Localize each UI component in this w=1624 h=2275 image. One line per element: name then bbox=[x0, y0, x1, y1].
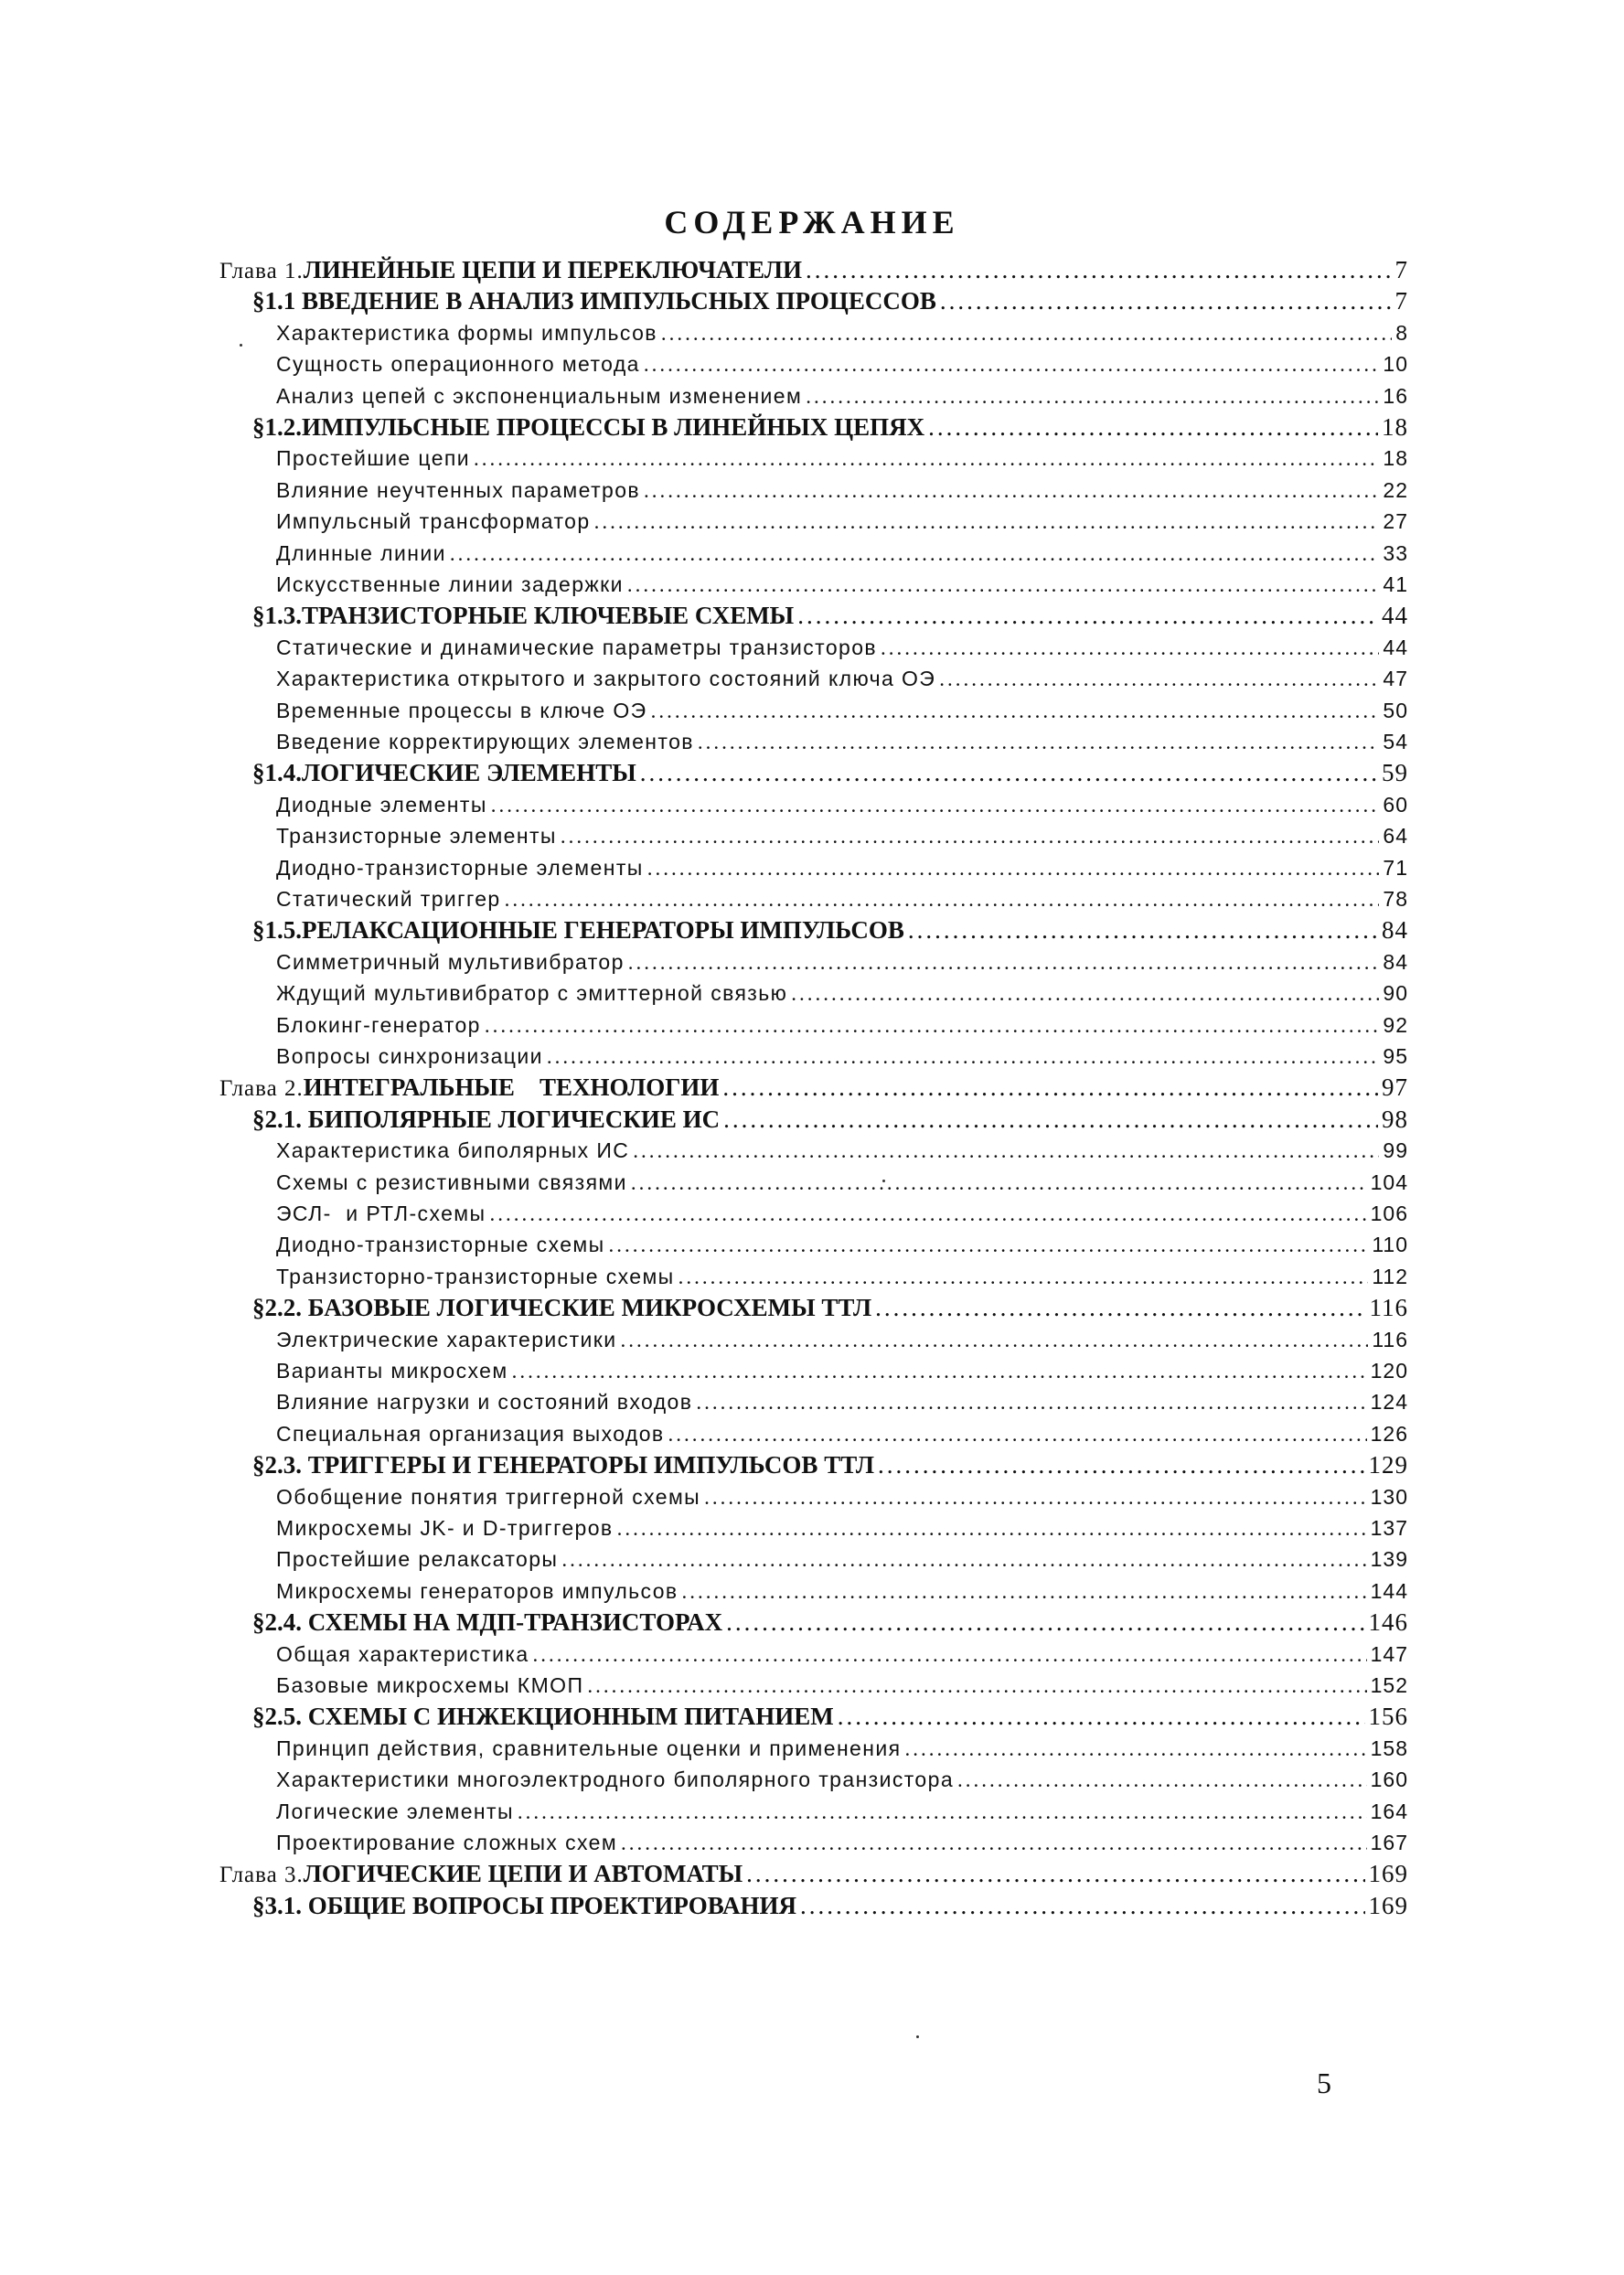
dot-leader bbox=[722, 1072, 1378, 1103]
dot-leader bbox=[640, 757, 1378, 788]
toc-sub-row bbox=[276, 632, 1408, 663]
toc-entry-title bbox=[219, 254, 802, 285]
toc-entry-text: §2.4. СХЕМЫ НА МДП-ТРАНЗИСТОРАХ bbox=[252, 1608, 723, 1637]
dot-leader bbox=[800, 1890, 1364, 1921]
toc-entry-text: Введение корректирующих элементов bbox=[276, 730, 694, 753]
toc-page-number: 50 bbox=[1383, 698, 1408, 722]
toc-section-row bbox=[252, 411, 1408, 443]
toc-section-row bbox=[252, 1607, 1408, 1638]
toc-entry-title bbox=[276, 475, 640, 506]
toc-page-number: 54 bbox=[1383, 730, 1408, 753]
toc-entry-text: Статические и динамические параметры транзисторов bbox=[276, 635, 878, 659]
toc-page-number: 27 bbox=[1383, 509, 1408, 534]
toc-page-number: 130 bbox=[1370, 1484, 1408, 1509]
toc-entry-text: §2.5. СХЕМЫ С ИНЖЕКЦИОННЫМ ПИТАНИЕМ bbox=[252, 1703, 834, 1731]
dot-leader bbox=[651, 696, 1380, 726]
toc-page-number: 8 bbox=[1395, 320, 1408, 345]
toc-entry-text: Анализ цепей с экспоненциальным изменением bbox=[276, 383, 803, 408]
toc-page-number: 60 bbox=[1383, 792, 1408, 817]
toc-entry-title bbox=[276, 1386, 692, 1417]
toc-sub-row bbox=[276, 883, 1408, 914]
dot-leader bbox=[696, 1387, 1366, 1417]
toc-entry-title bbox=[276, 443, 470, 474]
toc-page-number: 129 bbox=[1368, 1451, 1408, 1479]
toc-entry-text: Общая характеристика bbox=[276, 1641, 529, 1666]
dot-leader bbox=[621, 1828, 1367, 1858]
toc-entry-text: Импульсный трансформатор bbox=[276, 509, 591, 534]
toc-page-number: 22 bbox=[1383, 477, 1408, 502]
toc-entry-title bbox=[276, 1167, 627, 1198]
dot-leader bbox=[485, 1010, 1380, 1041]
dot-leader bbox=[450, 539, 1380, 569]
toc-sub-row bbox=[276, 789, 1408, 820]
toc-sub-row bbox=[276, 1575, 1408, 1607]
toc-section-row bbox=[252, 1890, 1408, 1921]
toc-page-number: 112 bbox=[1372, 1264, 1408, 1288]
toc-sub-row bbox=[276, 1764, 1408, 1795]
toc-entry-text: Диодно-транзисторные элементы bbox=[276, 855, 644, 880]
toc-page-number: 169 bbox=[1368, 1860, 1408, 1888]
toc-entry-title bbox=[252, 1292, 871, 1323]
toc-entry-text: §2.1. БИПОЛЯРНЫЕ ЛОГИЧЕСКИЕ ИС bbox=[252, 1105, 721, 1133]
toc-entry-title bbox=[276, 852, 644, 883]
dot-leader bbox=[617, 1513, 1367, 1543]
toc-entry-title bbox=[219, 1858, 743, 1889]
toc-sub-row bbox=[276, 1386, 1408, 1417]
toc-sub-row bbox=[276, 695, 1408, 726]
toc-sub-row bbox=[276, 380, 1408, 411]
toc-page-number: 78 bbox=[1383, 887, 1408, 911]
toc-sub-row bbox=[276, 1670, 1408, 1701]
toc-entry-title bbox=[276, 1639, 529, 1670]
dot-leader bbox=[474, 443, 1379, 474]
toc-entry-text: Симметричный мультивибратор bbox=[276, 949, 625, 974]
dot-leader bbox=[627, 570, 1380, 600]
toc-sub-row bbox=[276, 946, 1408, 977]
toc-entry-text: Специальная организация выходов bbox=[276, 1421, 665, 1446]
toc-chapter-row bbox=[219, 1072, 1408, 1103]
dot-leader bbox=[875, 1292, 1365, 1323]
toc-entry-text: Характеристики многоэлектродного биполярного транзистора bbox=[276, 1768, 955, 1792]
dot-leader bbox=[723, 1104, 1378, 1135]
toc-entry-text: Сущность операционного метода bbox=[276, 352, 640, 377]
toc-entry-title bbox=[252, 411, 924, 443]
dot-leader bbox=[512, 1356, 1367, 1386]
dot-leader bbox=[644, 475, 1379, 506]
toc-sub-row bbox=[276, 820, 1408, 851]
toc-page-number: 18 bbox=[1382, 413, 1408, 441]
toc-entry-title bbox=[252, 1890, 796, 1921]
toc-sub-row bbox=[276, 852, 1408, 883]
toc-page-number: 156 bbox=[1368, 1703, 1408, 1731]
toc-page-number: 110 bbox=[1372, 1233, 1408, 1257]
dot-leader bbox=[631, 1168, 1367, 1198]
dot-leader bbox=[533, 1639, 1367, 1670]
toc-entry-text: Временные процессы в ключе ОЭ bbox=[276, 698, 647, 722]
toc-page-number: 124 bbox=[1370, 1390, 1408, 1415]
toc-sub-row bbox=[276, 1198, 1408, 1229]
toc-page-number: 137 bbox=[1370, 1516, 1408, 1540]
toc-sub-row bbox=[276, 1827, 1408, 1858]
toc-entry-text: Логические элементы bbox=[276, 1799, 514, 1823]
toc-entry-text: Искусственные линии задержки bbox=[276, 572, 624, 596]
toc-entry-text: Микросхемы генераторов импульсов bbox=[276, 1578, 678, 1603]
toc-sub-row bbox=[276, 1733, 1408, 1764]
toc-entry-text: Обобщение понятия триггерной схемы bbox=[276, 1484, 701, 1509]
toc-entry-text: §1.4.ЛОГИЧЕСКИЕ ЭЛЕМЕНТЫ bbox=[252, 759, 636, 787]
toc-entry-text: §1.1 ВВЕДЕНИЕ В АНАЛИЗ ИМПУЛЬСНЫХ ПРОЦЕССОВ bbox=[252, 287, 936, 315]
toc-section-row bbox=[252, 757, 1408, 788]
dot-leader bbox=[668, 1419, 1367, 1449]
toc-entry-title bbox=[276, 1324, 616, 1355]
toc-sub-row bbox=[276, 663, 1408, 694]
toc-entry-title bbox=[276, 1418, 665, 1449]
toc-sub-row bbox=[276, 1009, 1408, 1041]
toc-entry-text: Транзисторные элементы bbox=[276, 824, 557, 849]
toc-entry-text: Влияние нагрузки и состояний входов bbox=[276, 1390, 693, 1415]
toc-entry-text: Принцип действия, сравнительные оценки и применения bbox=[276, 1736, 902, 1760]
toc-sub-row bbox=[276, 1639, 1408, 1670]
toc-page-number: 18 bbox=[1383, 446, 1408, 471]
toc-page-number: 7 bbox=[1394, 256, 1408, 283]
dot-leader bbox=[644, 349, 1380, 379]
toc-sub-row bbox=[276, 538, 1408, 569]
toc-entry-text: Простейшие релаксаторы bbox=[276, 1547, 559, 1572]
toc-entry-title bbox=[252, 285, 936, 316]
chapter-lead: Глава 1. bbox=[219, 259, 304, 283]
toc-page-number: 116 bbox=[1372, 1327, 1408, 1351]
toc-page-number: 33 bbox=[1383, 540, 1408, 565]
dot-leader bbox=[547, 1041, 1380, 1072]
page-title: СОДЕРЖАНИЕ bbox=[664, 204, 960, 240]
toc-entry-text: Характеристика открытого и закрытого состояний ключа ОЭ bbox=[276, 667, 936, 691]
toc-page-number: 169 bbox=[1368, 1891, 1408, 1919]
dot-leader bbox=[908, 914, 1378, 945]
toc-entry-title bbox=[276, 820, 557, 851]
dot-leader bbox=[940, 285, 1392, 316]
toc-page-number: 84 bbox=[1383, 949, 1408, 974]
dot-leader bbox=[678, 1262, 1369, 1292]
toc-page-number: 99 bbox=[1383, 1138, 1408, 1163]
toc-sub-row bbox=[276, 1355, 1408, 1386]
toc-entry-text: ЛОГИЧЕСКИЕ ЦЕПИ И АВТОМАТЫ bbox=[303, 1860, 743, 1888]
toc-page-number: 71 bbox=[1383, 855, 1408, 880]
scan-speck bbox=[882, 1180, 885, 1182]
toc-sub-row bbox=[276, 1041, 1408, 1072]
scan-speck bbox=[240, 344, 242, 347]
toc-sub-row bbox=[276, 1261, 1408, 1292]
toc-entry-title bbox=[252, 1701, 834, 1732]
dot-leader bbox=[661, 318, 1392, 348]
toc-page-number: 95 bbox=[1383, 1044, 1408, 1068]
dot-leader bbox=[505, 884, 1380, 914]
toc-page-number: 158 bbox=[1370, 1736, 1408, 1760]
toc-entry-title bbox=[276, 1543, 558, 1575]
toc-page-number: 98 bbox=[1382, 1105, 1408, 1133]
toc-entry-title bbox=[276, 569, 624, 600]
toc-section-row bbox=[252, 600, 1408, 631]
toc-entry-text: Характеристика формы импульсов bbox=[276, 320, 657, 345]
toc-sub-row bbox=[276, 1512, 1408, 1543]
toc-entry-text: §1.2.ИМПУЛЬСНЫЕ ПРОЦЕССЫ В ЛИНЕЙНЫХ ЦЕПЯХ bbox=[252, 413, 925, 441]
toc-page-number: 152 bbox=[1370, 1673, 1408, 1697]
toc-page-number: 139 bbox=[1370, 1547, 1408, 1572]
toc-entry-text: ЛИНЕЙНЫЕ ЦЕПИ И ПЕРЕКЛЮЧАТЕЛИ bbox=[303, 256, 802, 283]
dot-leader bbox=[647, 853, 1380, 883]
dot-leader bbox=[928, 411, 1378, 443]
dot-leader bbox=[620, 1325, 1368, 1355]
toc-entry-title bbox=[276, 1670, 583, 1701]
toc-page-number: 126 bbox=[1370, 1421, 1408, 1446]
toc-entry-title bbox=[276, 946, 625, 977]
toc-entry-text: Базовые микросхемы КМОП bbox=[276, 1673, 584, 1697]
dot-leader bbox=[704, 1482, 1367, 1512]
dot-leader bbox=[878, 1449, 1365, 1480]
toc-page-number: 104 bbox=[1370, 1170, 1408, 1194]
toc-entry-title bbox=[276, 317, 657, 348]
toc-entry-title bbox=[276, 1575, 678, 1607]
toc-entry-title bbox=[276, 1733, 901, 1764]
toc-sub-row bbox=[276, 569, 1408, 600]
toc-entry-title bbox=[276, 1198, 486, 1229]
dot-leader bbox=[746, 1858, 1364, 1889]
toc-sub-row bbox=[276, 475, 1408, 506]
toc-page-number: 84 bbox=[1382, 916, 1408, 945]
dot-leader bbox=[806, 254, 1392, 285]
toc-entry-title bbox=[276, 695, 647, 726]
toc-entry-title bbox=[276, 883, 501, 914]
toc-entry-title bbox=[252, 600, 794, 631]
toc-page-number: 10 bbox=[1383, 352, 1408, 377]
toc-entry-title bbox=[276, 1796, 514, 1827]
toc-section-row bbox=[252, 914, 1408, 945]
page-number: 5 bbox=[1317, 2067, 1331, 2099]
toc-sub-row bbox=[276, 1481, 1408, 1512]
toc-entry-title bbox=[276, 1041, 543, 1072]
toc-entry-title bbox=[276, 1764, 954, 1795]
toc-page-number: 90 bbox=[1383, 981, 1408, 1006]
toc-entry-title bbox=[276, 1229, 605, 1260]
toc-entry-text: Блокинг-генератор bbox=[276, 1012, 481, 1037]
toc-sub-row bbox=[276, 1418, 1408, 1449]
toc-sub-row bbox=[276, 1229, 1408, 1260]
toc-entry-text: Влияние неучтенных параметров bbox=[276, 477, 641, 502]
scan-speck bbox=[916, 2035, 919, 2038]
toc-sub-row bbox=[276, 977, 1408, 1009]
toc-entry-text: §1.3.ТРАНЗИСТОРНЫЕ КЛЮЧЕВЫЕ СХЕМЫ bbox=[252, 602, 795, 630]
dot-leader bbox=[561, 821, 1380, 851]
toc-chapter-row bbox=[219, 254, 1408, 285]
toc-entry-text: Простейшие цепи bbox=[276, 446, 471, 471]
toc-entry-title bbox=[219, 1072, 719, 1103]
dot-leader bbox=[791, 978, 1379, 1009]
toc-entry-title bbox=[276, 1261, 675, 1292]
toc-page-number: 160 bbox=[1370, 1768, 1408, 1792]
dot-leader bbox=[491, 790, 1380, 820]
toc-sub-row bbox=[276, 1167, 1408, 1198]
toc-section-row bbox=[252, 1701, 1408, 1732]
toc-sub-row bbox=[276, 506, 1408, 537]
toc-section-row bbox=[252, 1449, 1408, 1480]
chapter-lead: Глава 2. bbox=[219, 1076, 304, 1102]
toc-entry-text: Диодные элементы bbox=[276, 792, 487, 817]
toc-entry-title bbox=[276, 506, 591, 537]
chapter-lead: Глава 3. bbox=[219, 1863, 304, 1888]
toc-entry-text: §1.5.РЕЛАКСАЦИОННЫЕ ГЕНЕРАТОРЫ ИМПУЛЬСОВ bbox=[252, 916, 904, 945]
toc-entry-title bbox=[276, 726, 694, 757]
toc-section-row bbox=[252, 1104, 1408, 1135]
toc-entry-text: §2.2. БАЗОВЫЕ ЛОГИЧЕСКИЕ МИКРОСХЕМЫ ТТЛ bbox=[252, 1294, 872, 1322]
toc-chapter-row bbox=[219, 1858, 1408, 1889]
toc-page-number: 44 bbox=[1383, 635, 1408, 659]
dot-leader bbox=[726, 1607, 1364, 1638]
toc-page-number: 44 bbox=[1382, 602, 1408, 630]
dot-leader bbox=[489, 1199, 1366, 1229]
toc-entry-text: Проектирование сложных схем bbox=[276, 1831, 618, 1854]
toc-page-number: 16 bbox=[1383, 383, 1408, 408]
dot-leader bbox=[957, 1765, 1367, 1795]
dot-leader bbox=[682, 1576, 1367, 1607]
toc-page-number: 97 bbox=[1382, 1073, 1408, 1102]
dot-leader bbox=[518, 1797, 1367, 1827]
toc-entry-title bbox=[276, 538, 446, 569]
dot-leader bbox=[561, 1544, 1366, 1575]
toc-entry-text: §2.3. ТРИГГЕРЫ И ГЕНЕРАТОРЫ ИМПУЛЬСОВ ТТЛ bbox=[252, 1451, 874, 1479]
dot-leader bbox=[797, 600, 1378, 631]
dot-leader bbox=[838, 1701, 1365, 1732]
toc-entry-title bbox=[276, 632, 877, 663]
toc-entry-title bbox=[276, 1512, 614, 1543]
toc-page-number: 144 bbox=[1370, 1578, 1408, 1603]
dot-leader bbox=[587, 1671, 1366, 1701]
dot-leader bbox=[881, 633, 1379, 663]
toc-entry-text: Схемы с резистивными связями bbox=[276, 1170, 627, 1194]
toc-page-number: 164 bbox=[1370, 1799, 1408, 1823]
toc-entry-title bbox=[276, 663, 935, 694]
dot-leader bbox=[806, 381, 1379, 411]
toc-sub-row bbox=[276, 1796, 1408, 1827]
toc-page-number: 167 bbox=[1370, 1831, 1408, 1854]
toc-entry-title bbox=[252, 1607, 722, 1638]
toc-sub-row bbox=[276, 443, 1408, 474]
toc-page-number: 116 bbox=[1369, 1294, 1408, 1322]
toc-page-number: 64 bbox=[1383, 824, 1408, 849]
dot-leader bbox=[633, 1136, 1379, 1166]
toc-entry-text: Характеристика биполярных ИС bbox=[276, 1138, 630, 1163]
toc-entry-title bbox=[276, 380, 802, 411]
toc-entry-title bbox=[252, 757, 636, 788]
toc-entry-text: Диодно-транзисторные схемы bbox=[276, 1233, 605, 1257]
toc-page-number: 147 bbox=[1370, 1641, 1408, 1666]
toc-entry-title bbox=[276, 1135, 629, 1166]
toc-entry-title bbox=[276, 348, 640, 379]
toc-entry-title bbox=[276, 977, 787, 1009]
toc-entry-text: ИНТЕГРАЛЬНЫЕ ТЕХНОЛОГИИ bbox=[303, 1073, 720, 1102]
toc-entry-title bbox=[276, 1481, 700, 1512]
toc-entry-text: Варианты микросхем bbox=[276, 1359, 508, 1383]
toc-entry-title bbox=[252, 1104, 720, 1135]
toc-page-number: 59 bbox=[1382, 759, 1408, 787]
toc-page-number: 106 bbox=[1370, 1202, 1408, 1225]
toc-entry-text: Транзисторно-транзисторные схемы bbox=[276, 1264, 675, 1288]
toc-entry-title bbox=[276, 1009, 481, 1041]
toc-entry-title bbox=[276, 1827, 617, 1858]
toc-section-row bbox=[252, 285, 1408, 316]
toc-page-number: 7 bbox=[1394, 287, 1408, 315]
toc-entry-text: Электрические характеристики bbox=[276, 1327, 617, 1351]
toc-page-number: 120 bbox=[1370, 1359, 1408, 1383]
dot-leader bbox=[939, 664, 1379, 694]
toc-entry-text: Статический триггер bbox=[276, 887, 501, 911]
toc-sub-row bbox=[276, 1324, 1408, 1355]
toc-entry-text: §3.1. ОБЩИЕ ВОПРОСЫ ПРОЕКТИРОВАНИЯ bbox=[252, 1891, 797, 1919]
toc-entry-title bbox=[252, 914, 904, 945]
dot-leader bbox=[609, 1230, 1369, 1260]
dot-leader bbox=[628, 947, 1380, 977]
toc-entry-title bbox=[252, 1449, 874, 1480]
toc-entry-title bbox=[276, 1355, 508, 1386]
toc-entry-text: Вопросы синхронизации bbox=[276, 1044, 543, 1068]
toc-entry-text: Ждущий мультивибратор с эмиттерной связью bbox=[276, 981, 788, 1006]
toc-entry-text: Длинные линии bbox=[276, 540, 446, 565]
toc-page-number: 41 bbox=[1383, 572, 1408, 596]
toc-page-number: 47 bbox=[1383, 667, 1408, 691]
toc-section-row bbox=[252, 1292, 1408, 1323]
toc-entry-text: Микросхемы JK- и D-триггеров bbox=[276, 1516, 614, 1540]
toc-sub-row bbox=[276, 726, 1408, 757]
toc-sub-row bbox=[276, 1135, 1408, 1166]
dot-leader bbox=[904, 1734, 1366, 1764]
toc-page-number: 146 bbox=[1368, 1608, 1408, 1637]
dot-leader bbox=[698, 727, 1380, 757]
toc-sub-row bbox=[276, 1543, 1408, 1575]
dot-leader bbox=[594, 507, 1380, 537]
toc-entry-title bbox=[276, 789, 487, 820]
toc-sub-row bbox=[276, 317, 1408, 348]
toc-page-number: 92 bbox=[1383, 1012, 1408, 1037]
toc-sub-row bbox=[276, 348, 1408, 379]
toc-entry-text: ЭСЛ- и РТЛ-схемы bbox=[276, 1202, 486, 1225]
